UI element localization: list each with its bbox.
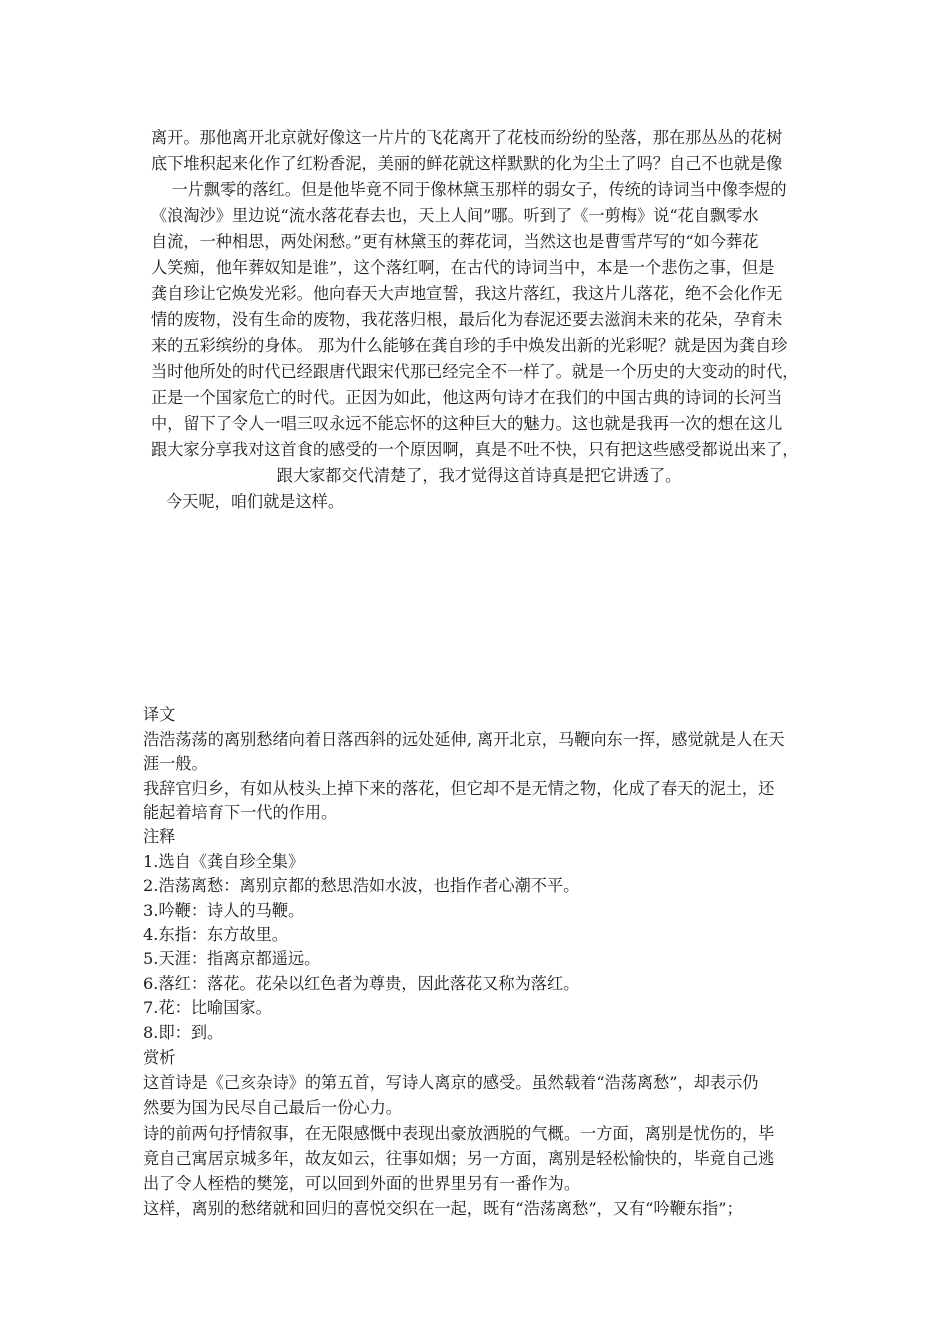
- note-item: 3.吟鞭：诗人的马鞭。: [143, 901, 305, 920]
- translation-line: 我辞官归乡，有如从枝头上掉下来的落花，但它却不是无情之物，化成了春天的泥土，还: [143, 779, 775, 798]
- appreciation-line: 诗的前两句抒情叙事，在无限感慨中表现出豪放洒脱的气概。一方面，离别是忧伤的，毕: [143, 1124, 775, 1143]
- lecture-line: 正是一个国家危亡的时代。正因为如此，他这两句诗才在我们的中国古典的诗词的长河当: [151, 388, 783, 407]
- appreciation-heading: 赏析: [143, 1048, 176, 1067]
- note-item: 2.浩荡离愁：离别京都的愁思浩如水波，也指作者心潮不平。: [143, 876, 580, 895]
- lecture-line: 人笑痴，他年葬奴知是谁”，这个落红啊，在古代的诗词当中，本是一个悲伤之事，但是: [151, 258, 775, 277]
- lecture-line: 中，留下了令人一唱三叹永远不能忘怀的这种巨大的魅力。这也就是我再一次的想在这儿: [151, 414, 783, 433]
- translation-line: 能起着培育下一代的作用。: [143, 803, 338, 822]
- translation-line: 浩浩荡荡的离别愁绪向着日落西斜的远处延伸, 离开北京，马鞭向东一挥，感觉就是人在天: [143, 730, 785, 749]
- appreciation-line: 然要为国为民尽自己最后一份心力。: [143, 1098, 402, 1117]
- note-item: 8.即：到。: [143, 1023, 224, 1042]
- lecture-line: 《浪淘沙》里边说“流水落花春去也，天上人间”哪。听到了《一剪梅》说“花自飘零水: [151, 206, 759, 225]
- translation-line: 涯一般。: [143, 754, 208, 773]
- lecture-line: 龚自珍让它焕发光彩。他向春天大声地宣誓，我这片落红，我这片儿落花，绝不会化作无: [151, 284, 783, 303]
- lecture-line: 跟大家都交代清楚了，我才觉得这首诗真是把它讲透了。: [276, 466, 682, 485]
- note-item: 1.选自《龚自珍全集》: [143, 852, 305, 871]
- note-item: 6.落红：落花。花朵以红色者为尊贵，因此落花又称为落红。: [143, 974, 580, 993]
- appreciation-line: 这样，离别的愁绪就和回归的喜悦交织在一起，既有“浩荡离愁”，又有“吟鞭东指”；: [143, 1199, 743, 1218]
- lecture-line: 底下堆积起来化作了红粉香泥，美丽的鲜花就这样默默的化为尘土了吗？自己不也就是像: [151, 154, 783, 173]
- lecture-line: 情的废物，没有生命的废物，我花落归根，最后化为春泥还要去滋润未来的花朵，孕育未: [151, 310, 783, 329]
- lecture-line: 自流，一种相思，两处闲愁。”更有林黛玉的葬花词，当然这也是曹雪芹写的“如今葬花: [151, 232, 759, 251]
- lecture-line: 一片飘零的落红。但是他毕竟不同于像林黛玉那样的弱女子，传统的诗词当中像李煜的: [171, 180, 787, 199]
- lecture-closing-line: 今天呢，咱们就是这样。: [166, 492, 345, 511]
- notes-heading: 注释: [143, 827, 176, 846]
- appreciation-line: 出了令人桎梏的樊笼，可以回到外面的世界里另有一番作为。: [143, 1174, 581, 1193]
- note-item: 5.天涯：指离京都遥远。: [143, 949, 321, 968]
- lecture-line: 当时他所处的时代已经跟唐代跟宋代那已经完全不一样了。就是一个历史的大变动的时代，: [151, 362, 799, 381]
- note-item: 4.东指：东方故里。: [143, 925, 288, 944]
- appreciation-line: 这首诗是《己亥杂诗》的第五首，写诗人离京的感受。虽然载着“浩荡离愁”，却表示仍: [143, 1073, 759, 1092]
- lecture-line: 离开。那他离开北京就好像这一片片的飞花离开了花枝而纷纷的坠落，那在那丛丛的花树: [151, 128, 783, 147]
- appreciation-line: 竟自己寓居京城多年，故友如云，往事如烟；另一方面，离别是轻松愉快的，毕竟自己逃: [143, 1149, 775, 1168]
- lecture-line: 来的五彩缤纷的身体。 那为什么能够在龚自珍的手中焕发出新的光彩呢？就是因为龚自珍: [151, 336, 788, 355]
- note-item: 7.花：比喻国家。: [143, 998, 272, 1017]
- lecture-line: 跟大家分享我对这首食的感受的一个原因啊，真是不吐不快，只有把这些感受都说出来了，: [151, 440, 799, 459]
- translation-heading: 译文: [143, 705, 176, 724]
